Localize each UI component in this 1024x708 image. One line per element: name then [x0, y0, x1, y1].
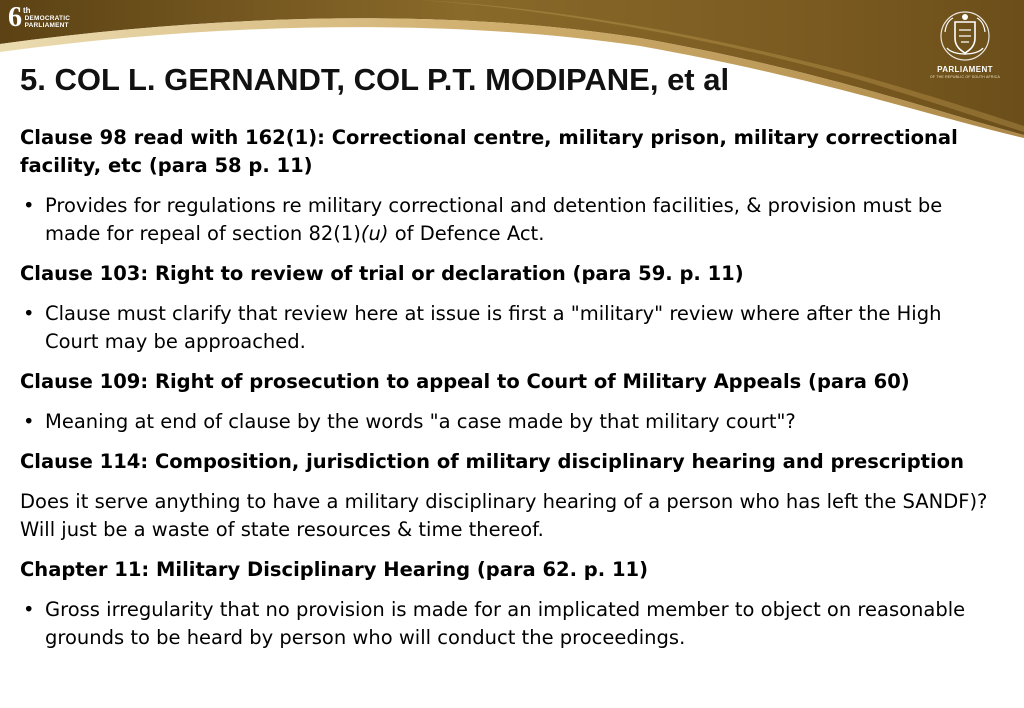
sixth-parliament-logo [8, 2, 78, 33]
bullet-item [20, 300, 995, 356]
bullet-item [20, 192, 995, 248]
bullet-text: Provides for regulations re military correctional and detention facilities, & provision must be made for repeal of section 82(1) [45, 194, 943, 245]
bullet-glyph: • [23, 410, 35, 433]
section-heading: Clause 103: Right to review of trial or declaration (para 59. p. 11) [20, 262, 744, 285]
bullet-glyph: • [23, 302, 35, 325]
parliament-name: PARLIAMENT [937, 65, 993, 74]
bullet-text: Meaning at end of clause by the words "a case made by that military court"? [45, 410, 796, 433]
bullet-glyph: • [23, 194, 35, 217]
bullet-text-italic: (u) [360, 222, 389, 245]
bullet-text: Clause must clarify that review here at issue is first a "military" review where after the High Court may be approached. [45, 302, 942, 353]
bullet-item [20, 408, 995, 436]
bullet-text: Gross irregularity that no provision is made for an implicated member to object on reasonable grounds to be heard by person who will conduct the proceedings. [45, 598, 966, 649]
bullet-text-end: of Defence Act. [388, 222, 545, 245]
slide-body [20, 124, 995, 652]
logo-line-democratic: DEMOCRATIC [24, 15, 71, 22]
slide-title: 5. COL L. GERNANDT, COL P.T. MODIPANE, et al [20, 62, 730, 97]
logo-six-numeral: 6 [8, 2, 22, 33]
parliament-crest-icon [937, 8, 993, 64]
section-heading: Clause 98 read with 162(1): Correctional centre, military prison, military correctional facility, etc (para 58 p. 11) [20, 126, 958, 177]
bullet-glyph: • [23, 598, 35, 621]
parliament-subtitle: OF THE REPUBLIC OF SOUTH AFRICA [929, 75, 1001, 79]
logo-six-suffix: th [23, 6, 31, 15]
logo-line-parliament: PARLIAMENT [24, 22, 69, 29]
bullet-item [20, 596, 995, 652]
section-heading: Chapter 11: Military Disciplinary Hearing (para 62. p. 11) [20, 558, 649, 581]
section-heading: Clause 114: Composition, jurisdiction of military disciplinary hearing and prescription [20, 450, 964, 473]
section-paragraph: Does it serve anything to have a military disciplinary hearing of a person who has left the SANDF)? Will just be a waste of state resources & time thereof. [20, 490, 988, 541]
parliament-logo [927, 8, 1003, 88]
section-heading: Clause 109: Right of prosecution to appeal to Court of Military Appeals (para 60) [20, 370, 910, 393]
